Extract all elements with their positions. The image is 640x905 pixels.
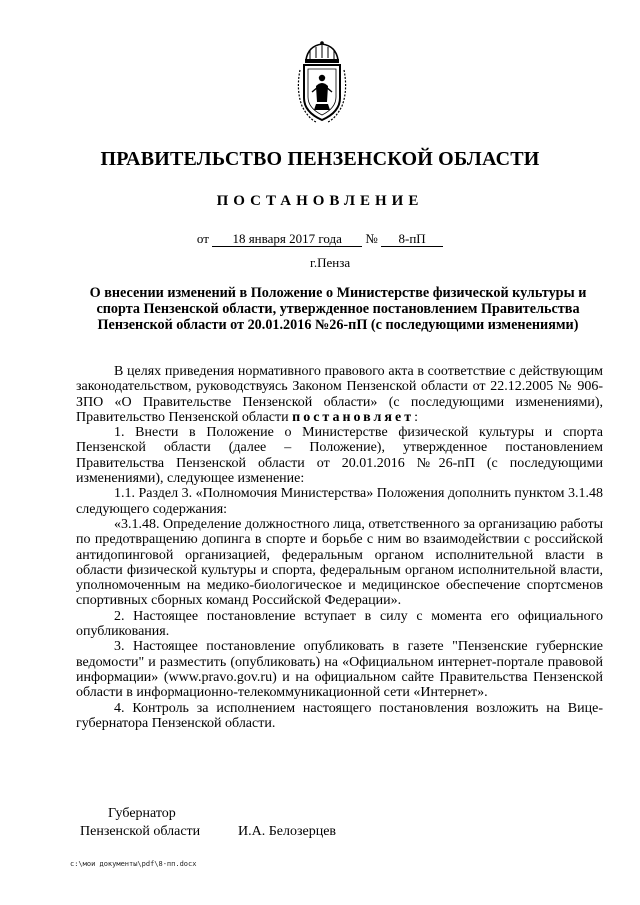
paragraph-item-1-1: 1.1. Раздел 3. «Полномочия Министерства» Положения дополнить пунктом 3.1.48 следующего содержания: [76, 486, 603, 517]
paragraph-item-4: 4. Контроль за исполнением настоящего постановления возложить на Вице-губернатора Пензенской области. [76, 700, 603, 731]
paragraph-item-1: 1. Внести в Положение о Министерстве физической культуры и спорта Пензенской области (далее – Положение), утвержденное постановлением Правительства Пензенской области от 20.01.2016 №26-пП (с последующими изменениями), следующее изменение: [76, 425, 603, 487]
number-sign: № [365, 231, 378, 246]
paragraph-quote: «3.1.48. Определение должностного лица, ответственного за организацию работы по предотвращению допинга в спорте и борьбе с ним во взаимодействии с российской антидопинговой организацией, федеральным органом исполнительной власти в области физической культуры и спорта, федеральным органом исполнительной власти, уполномоченным на медико-биологическое и медицинское обеспечение спортсменов спортивных сборных команд Российской Федерации». [76, 516, 603, 609]
date-number-line [0, 231, 640, 247]
city: г.Пенза [310, 255, 351, 270]
footer-file-path: c:\мои документы\pdf\8-пп.docx [70, 860, 197, 868]
paragraph-preamble: В целях приведения нормативного правового акта в соответствие с действующим законодательством, руководствуясь Законом Пензенской области от 22.12.2005 № 906-ЗПО «О Правительстве Пензенской области» (с последующими изменениями), Правительство Пензенской области постановляет: [76, 364, 603, 425]
signature-name: И.А. Белозерцев [238, 824, 337, 839]
date-prefix: от [196, 231, 209, 246]
signature-position-line2: Пензенской области [80, 824, 201, 839]
document-subject: О внесении изменений в Положение о Министерстве физической культуры и спорта Пензенской области, утвержденное постановлением Правительства Пензенской области от 20.01.2016 №26-пП (с последующими изменениями) [89, 285, 587, 333]
signature-position-line1: Губернатор [108, 806, 176, 821]
paragraph-item-3: 3. Настоящее постановление опубликовать в газете "Пензенские губернские ведомости" и разместить (опубликовать) на «Официальном интернет-портале правовой информации» (www.pravo.gov.ru) и на официальном сайте Правительства Пензенской области в информационно-телекоммуникационной сети «Интернет». [76, 639, 603, 701]
keyword-postanovlyaet: постановляет [292, 409, 415, 425]
org-title: ПРАВИТЕЛЬСТВО ПЕНЗЕНСКОЙ ОБЛАСТИ [100, 148, 540, 170]
document-number: 8-пП [381, 232, 443, 247]
paragraph-item-2: 2. Настоящее постановление вступает в силу с момента его официального опубликования. [76, 608, 603, 640]
document-body [76, 364, 603, 731]
coat-of-arms-icon [294, 40, 350, 126]
document-type: ПОСТАНОВЛЕНИЕ [216, 193, 424, 209]
document-date: 18 января 2017 года [212, 232, 362, 247]
